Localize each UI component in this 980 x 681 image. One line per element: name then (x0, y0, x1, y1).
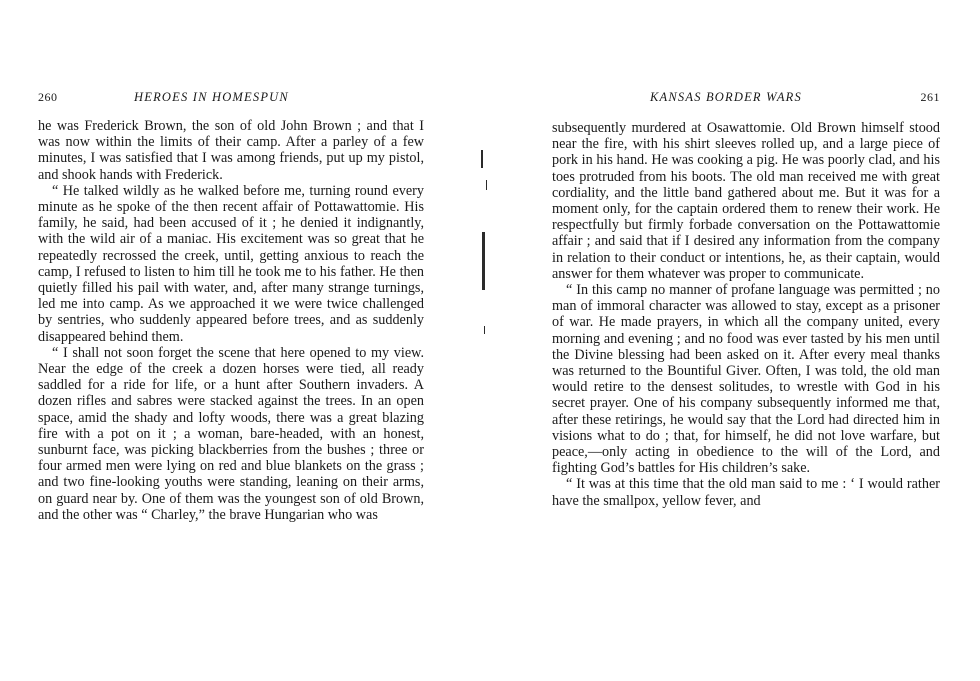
left-paragraph-1: he was Frederick Brown, the son of old John Brown ; and that I was now within the limits of their camp. After a parley of a few minutes, I was satisfied that I was among friends, put up my pistol, and shook hands with Frederick. (38, 118, 424, 183)
right-paragraph-3: “ It was at this time that the old man said to me : ‘ I would rather have the smallpox, yellow fever, and (552, 476, 940, 509)
gutter-shadow-mark (482, 232, 485, 290)
left-body-text (38, 118, 424, 523)
right-running-head (552, 90, 940, 108)
right-page-number: 261 (920, 90, 940, 104)
left-running-title: HEROES IN HOMESPUN (134, 90, 289, 104)
right-page (552, 0, 940, 681)
left-running-head (38, 90, 424, 108)
right-paragraph-2: “ In this camp no manner of profane language was permitted ; no man of immoral character was allowed to stay, except as a prisoner of war. He made prayers, in which all the company united, every morning and evening ; and no food was ever tasted by his men until the Divine blessing had been asked on it. After every meal thanks was returned to the Bountiful Giver. Often, I was told, the old man would retire to the densest solitudes, to wrestle with God in his secret prayer. One of his company subsequently informed me that, after these retirings, he would say that the Lord had directed him in visions what to do ; that, for himself, he did not love warfare, but peace,—only acting in obedience to the will of the Lord, and fighting God’s battles for His children’s sake. (552, 282, 940, 477)
right-paragraph-1: subsequently murdered at Osawattomie. Old Brown himself stood near the fire, with his shirt sleeves rolled up, and a large piece of pork in his hand. He was cooking a pig. He was poorly clad, and his toes protruded from his boots. The old man received me with great cordiality, and the little band gathered about me. But it was for a moment only, for the captain ordered them to renew their work. He respectfully but firmly forbade conversation on the Pottawattomie affair ; and said that if I desired any information from the company in relation to their conduct or intentions, he, as their captain, would answer for them whatever was proper to communicate. (552, 120, 940, 282)
gutter-shadow-mark (486, 180, 487, 190)
gutter-shadow-mark (484, 326, 485, 334)
gutter-shadow-mark (481, 150, 483, 168)
right-running-title: KANSAS BORDER WARS (650, 90, 802, 104)
left-page (38, 0, 424, 681)
left-paragraph-2: “ He talked wildly as he walked before me, turning round every minute as he spoke of the then recent affair of Pottawattomie. His family, he said, had been accused of it ; he denied it indignantly, with the wild air of a maniac. His excitement was so great that he repeatedly recrossed the creek, until, getting anxious to reach the camp, I refused to listen to him till he took me to his father. He then quietly filled his pail with water, and, after many strange turnings, led me into camp. As we approached it we were twice challenged by sentries, who suddenly appeared before trees, and as suddenly disappeared behind them. (38, 182, 424, 345)
left-paragraph-3: “ I shall not soon forget the scene that here opened to my view. Near the edge of the creek a dozen horses were tied, all ready saddled for a ride for life, or a hunt after Southern invaders. A dozen rifles and sabres were stacked against the trees. In an open space, amid the shady and lofty woods, there was a great blazing fire with a pot on it ; a woman, bare-headed, with an honest, sunburnt face, was picking blackberries from the bushes ; three or four armed men were lying on red and blue blankets on the grass ; and two fine-looking youths were standing, leaning on their arms, on guard near by. One of them was the youngest son of old Brown, and the other was “ Charley,” the brave Hungarian who was (38, 344, 424, 523)
left-page-number: 260 (38, 90, 58, 104)
right-body-text (552, 120, 940, 509)
